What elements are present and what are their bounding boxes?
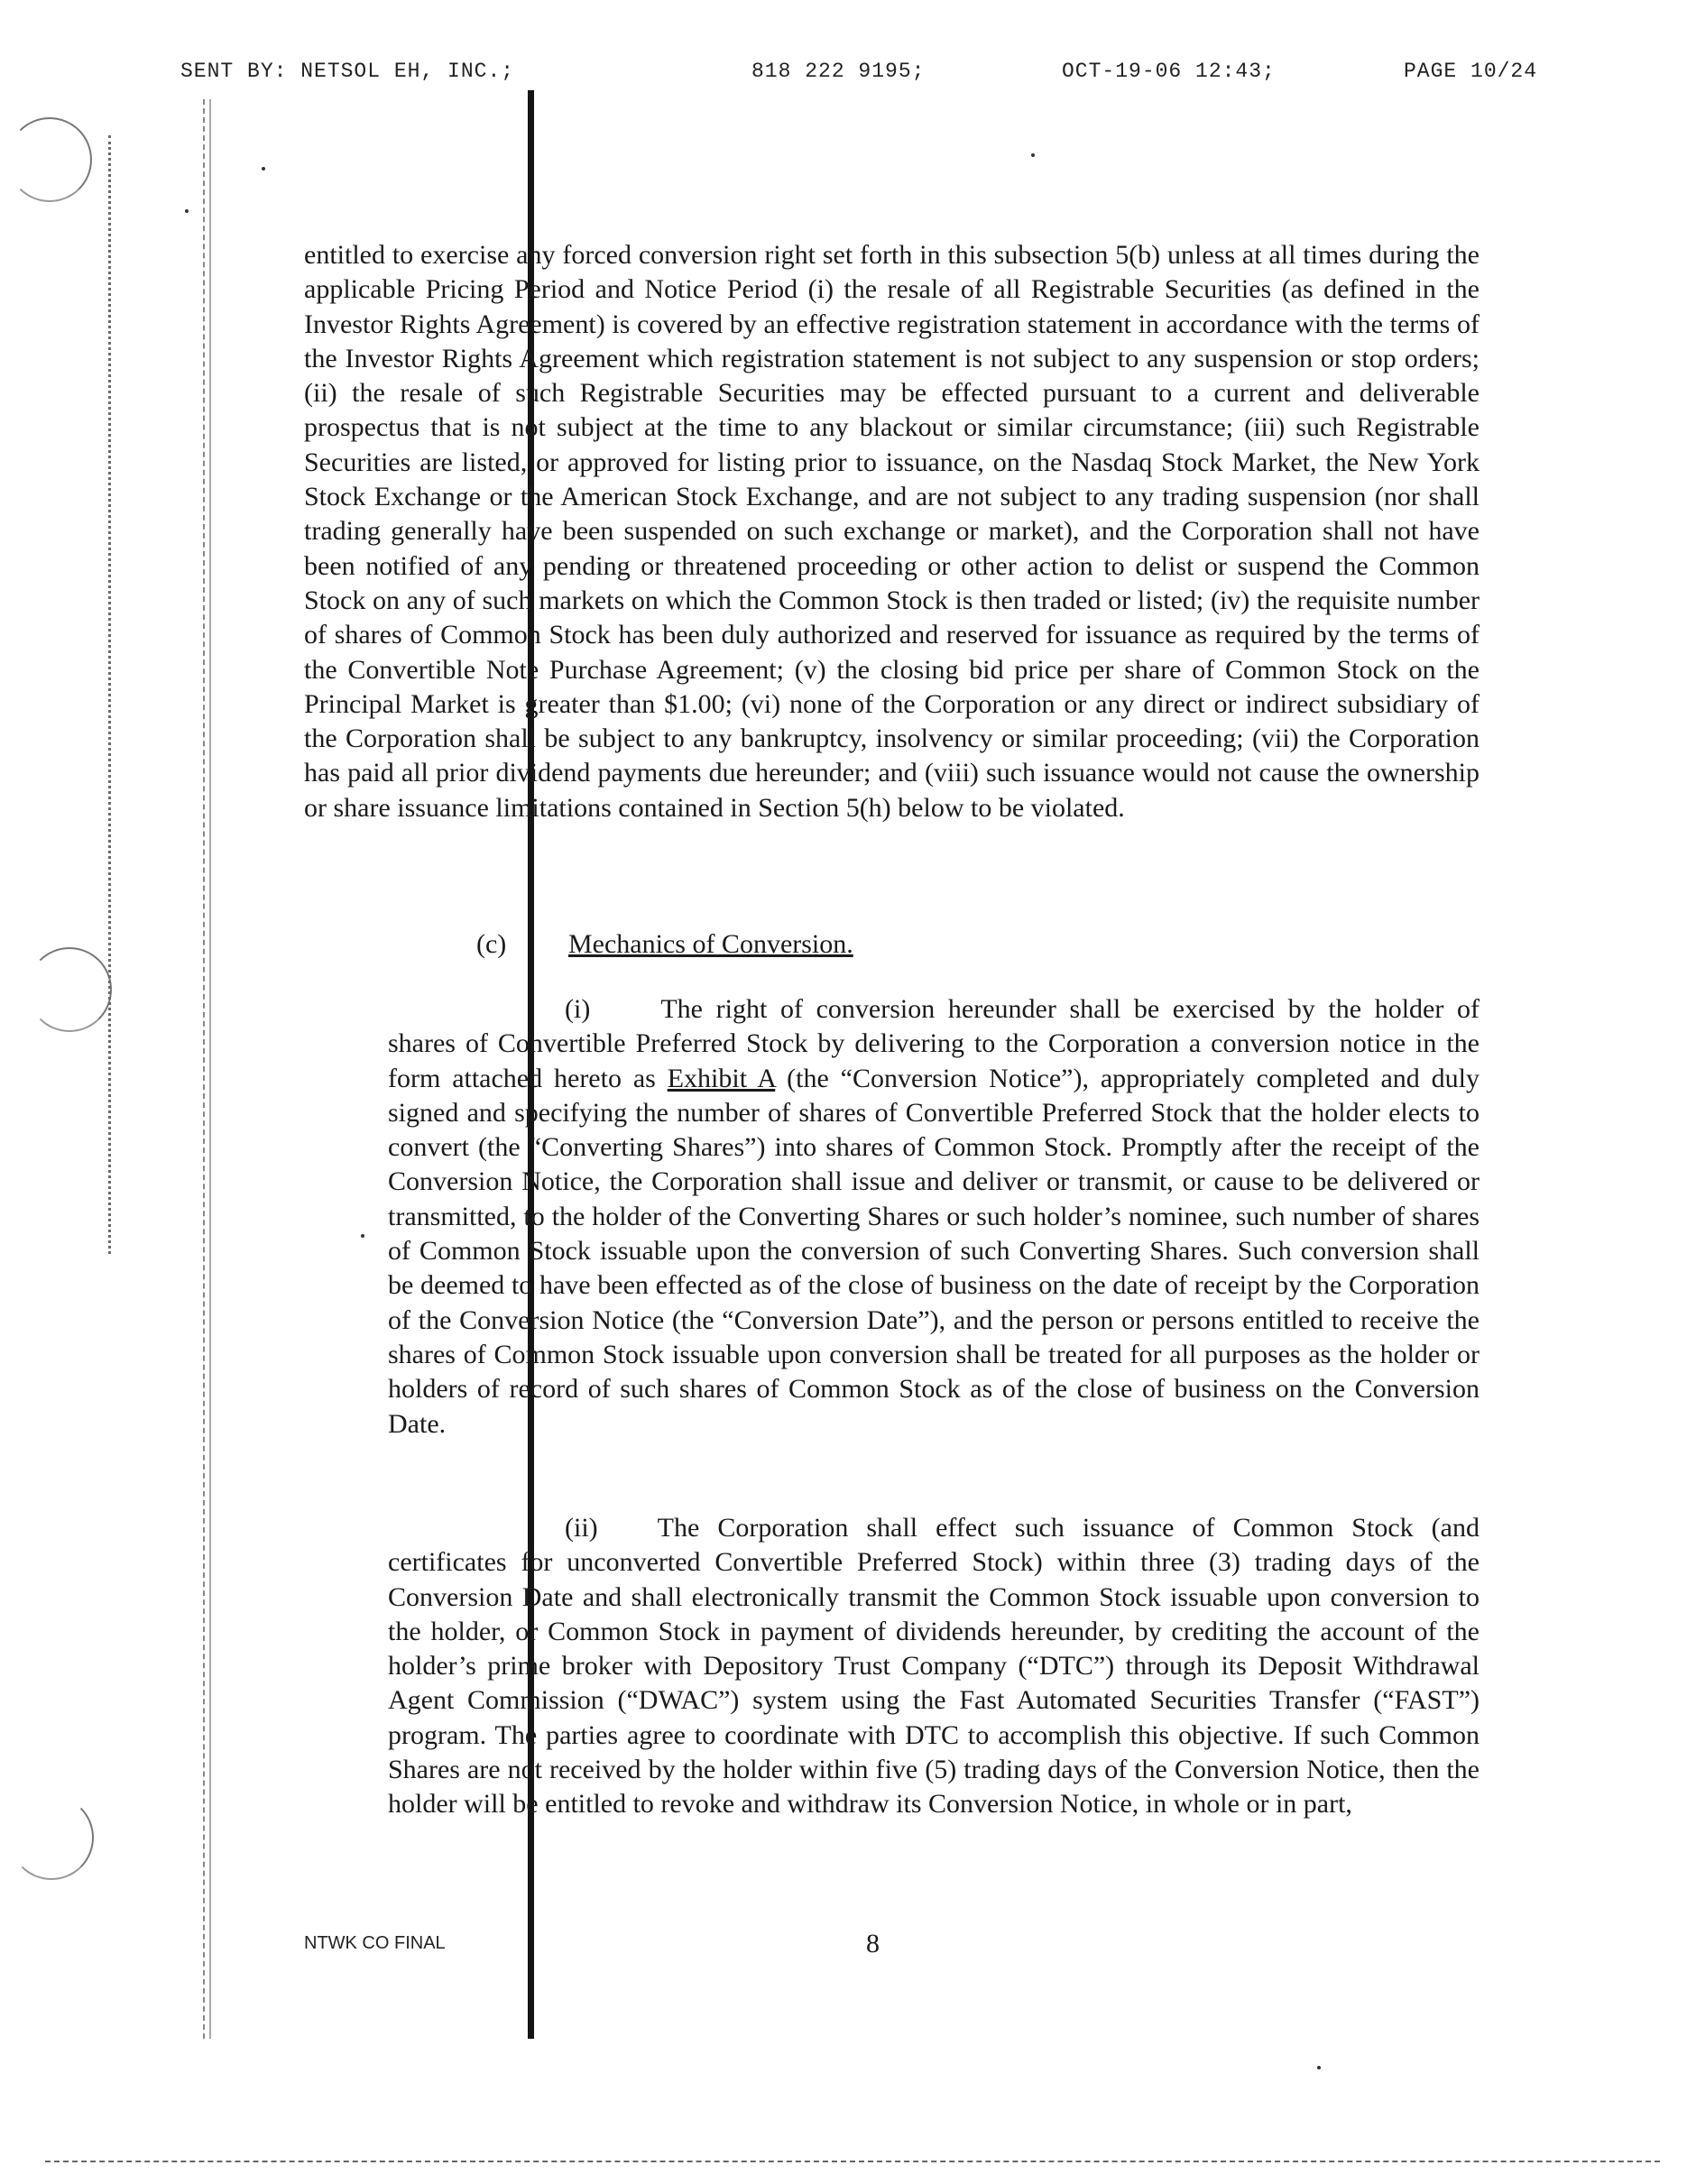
punch-hole-mark — [7, 117, 92, 202]
section-c-title: Mechanics of Conversion. — [568, 929, 853, 959]
document-identifier: NTWK CO FINAL — [304, 1933, 446, 1953]
section-c-label: (c) — [476, 929, 507, 959]
page-number: 8 — [866, 1929, 880, 1958]
scan-speck — [185, 209, 189, 213]
paragraph-conversion-right — [388, 992, 1480, 1442]
margin-scan-artifact — [203, 99, 207, 2039]
clause-number: (i) — [565, 994, 591, 1024]
paragraph-text: entitled to exercise any forced conversion right set forth in this subsection 5(b) unless at all times during the applicable Pricing Period and Notice Period (i) the resale of all Registrable Securities (as defined in the Investor Rights Agreement) is covered by an effective registration statement in accordance with the terms of the Investor Rights Agreement which registration statement is not subject to any suspension or stop orders; (ii) the resale of such Registrable Securities may be effected pursuant to a current and deliverable prospectus that is not subject at the time to any blackout or similar circumstance; (iii) such Registrable Securities are listed, or approved for listing prior to issuance, on the Nasdaq Stock Market, the New York Stock Exchange or the American Stock Exchange, and are not subject to any trading suspension (nor shall trading generally have been suspended on such exchange or market), and the Corporation shall not have been notified of any pending or threatened proceeding or other action to delist or suspend the Common Stock on any of such markets on which the Common Stock is then traded or listed; (iv) the requisite number of shares of Common Stock has been duly authorized and reserved for issuance as required by the terms of the Convertible Note Purchase Agreement; (v) the closing bid price per share of Common Stock on the Principal Market is greater than $1.00; (vi) none of the Corporation or any direct or indirect subsidiary of the Corporation shall be subject to any bankruptcy, insolvency or similar proceeding; (vii) the Corporation has paid all prior dividend payments due hereunder; and (viii) such issuance would not cause the ownership or share issuance limitations contained in Section 5(h) below to be violated. — [304, 240, 1480, 823]
punch-hole-mark — [9, 1795, 94, 1880]
fax-datetime: OCT-19-06 12:43; — [1062, 60, 1276, 83]
margin-scan-artifact — [209, 99, 214, 2039]
paragraph-text: The Corporation shall effect such issuance of Common Stock (and certificates for unconverted Convertible Preferred Stock) within three (3) trading days of the Conversion Date and shall electronically transmit the Common Stock issuable upon conversion to the holder, or Common Stock in payment of dividends hereunder, by crediting the account of the holder’s prime broker with Depository Trust Company (“DTC”) through its Deposit Withdrawal Agent Commission (“DWAC”) system using the Fast Automated Securities Transfer (“FAST”) program. The parties agree to coordinate with DTC to accomplish this objective. If such Common Shares are not received by the holder within five (5) trading days of the Conversion Notice, then the holder will be entitled to revoke and withdraw its Conversion Notice, in whole or in part, — [388, 1513, 1480, 1820]
fax-header — [0, 60, 1687, 96]
paragraph-text: The right of conversion hereunder shall be exercised by the holder of shares of Convertible Preferred Stock by delivering to the Corporation a conversion notice in the form attached hereto as — [388, 994, 1480, 1093]
paragraph-text: (the “Conversion Notice”), appropriately completed and duly signed and specifying the number of shares of Convertible Preferred Stock that the holder elects to convert (the “Converting Shares”) into shares of Common Stock. Promptly after the receipt of the Conversion Notice, the Corporation shall issue and deliver or transmit, or cause to be delivered or transmitted, to the holder of the Converting Shares or such holder’s nominee, such number of shares of Common Stock issuable upon the conversion of such Converting Shares. Such conversion shall be deemed to have been effected as of the close of business on the date of receipt by the Corporation of the Conversion Notice (the “Conversion Date”), and the person or persons entitled to receive the shares of Common Stock issuable upon conversion shall be treated for all purposes as the holder or holders of record of such shares of Common Stock as of the close of business on the Conversion Date. — [388, 1063, 1480, 1439]
fax-sender: SENT BY: NETSOL EH, INC.; — [180, 60, 515, 83]
scan-speck — [1317, 2066, 1321, 2069]
fax-bottom-edge — [45, 2161, 1660, 2162]
scan-speck — [262, 167, 265, 170]
scan-speck — [361, 1234, 364, 1238]
punch-hole-mark — [27, 947, 112, 1032]
clause-number: (ii) — [565, 1513, 598, 1543]
scan-speck — [1031, 153, 1035, 157]
paragraph-forced-conversion-conditions — [304, 238, 1480, 825]
margin-scan-artifact — [108, 135, 114, 1254]
fax-phone-number: 818 222 9195; — [751, 60, 926, 83]
exhibit-reference: Exhibit A — [667, 1063, 776, 1093]
paragraph-issuance-mechanics — [388, 1511, 1480, 1822]
fax-page-count: PAGE 10/24 — [1404, 60, 1538, 83]
